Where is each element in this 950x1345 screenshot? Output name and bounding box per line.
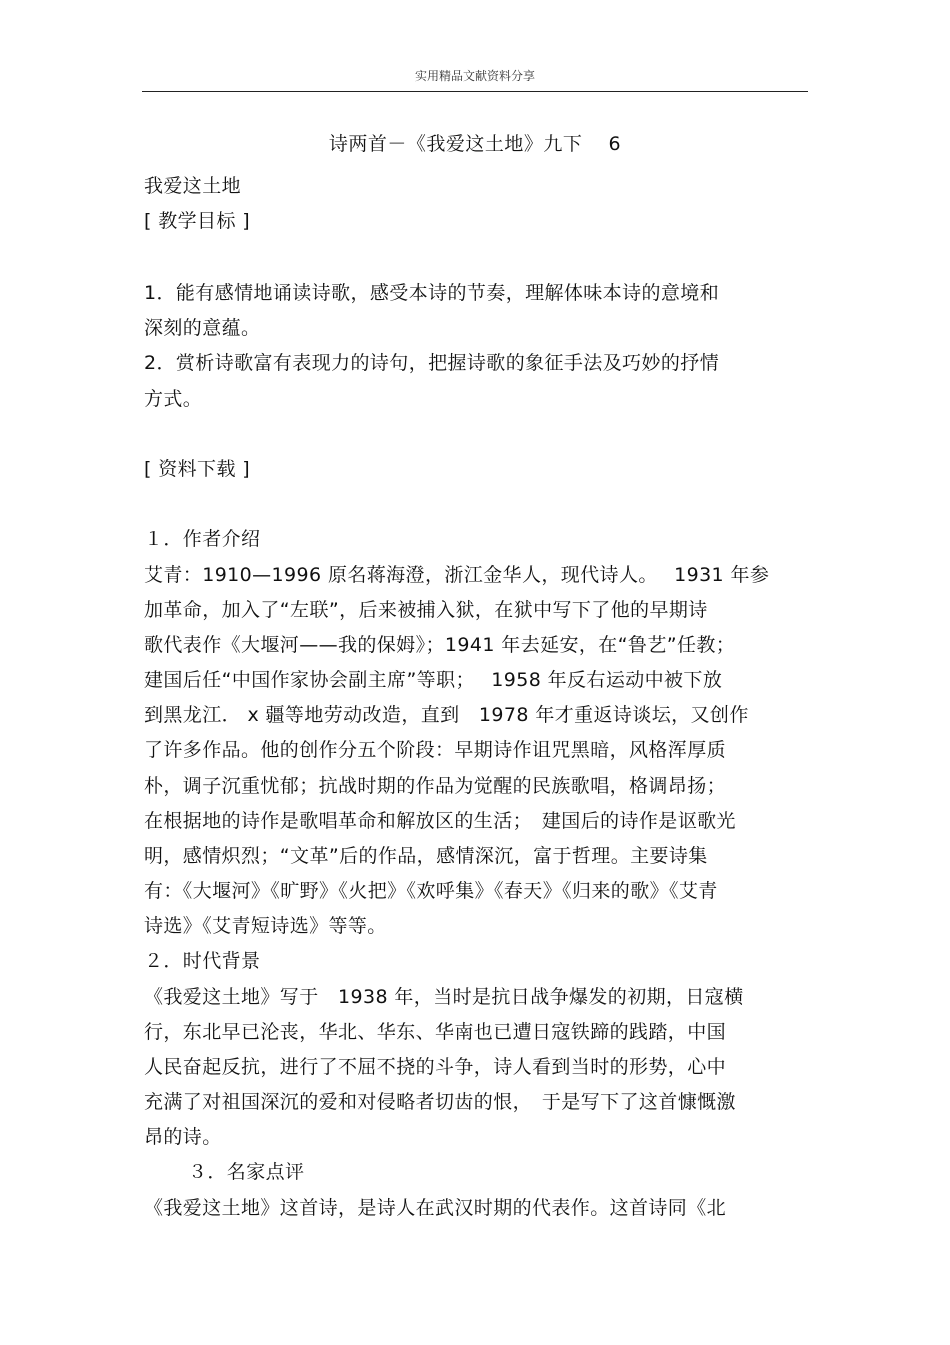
- text-line: 加革命，加入了“左联”，后来被捕入狱，在狱中写下了他的早期诗: [144, 599, 708, 621]
- text-line: 2．赏析诗歌富有表现力的诗句，把握诗歌的象征手法及巧妙的抒情: [144, 352, 720, 374]
- text-line: [ 教学目标 ]: [144, 210, 251, 232]
- document-title: 诗两首－《我爱这土地》九下 6: [328, 133, 622, 155]
- text-line: 朴，调子沉重忧郁；抗战时期的作品为觉醒的民族歌唱，格调昂扬；: [144, 775, 727, 797]
- text-line: ２．时代背景: [144, 950, 261, 972]
- text-line: 歌代表作《大堰河——我的保姆》；1941 年去延安，在“鲁艺”任教；: [144, 634, 736, 656]
- text-line: １．作者介绍: [144, 528, 261, 550]
- text-line: 方式。: [144, 388, 203, 410]
- text-line: 1．能有感情地诵读诗歌，感受本诗的节奏，理解体味本诗的意境和: [144, 282, 720, 304]
- text-line: 人民奋起反抗，进行了不屈不挠的斗争，诗人看到当时的形势，心中: [144, 1056, 727, 1078]
- text-line: ３．名家点评: [188, 1161, 305, 1183]
- text-line: 《我爱这土地》这首诗，是诗人在武汉时期的代表作。这首诗同《北: [144, 1197, 727, 1219]
- text-line: 艾青：1910—1996 原名蒋海澄，浙江金华人，现代诗人。 1931 年参: [144, 564, 770, 586]
- text-line: 到黑龙江． x 疆等地劳动改造，直到 1978 年才重返诗谈坛，又创作: [144, 704, 749, 726]
- text-line: 明，感情炽烈；“文革”后的作品，感情深沉，富于哲理。主要诗集: [144, 845, 708, 867]
- page-header: 实用精品文献资料分享: [414, 69, 535, 83]
- text-line: 我爱这土地: [144, 175, 242, 197]
- text-line: [ 资料下载 ]: [144, 458, 251, 480]
- text-line: 在根据地的诗作是歌唱革命和解放区的生活； 建国后的诗作是讴歌光: [144, 810, 736, 832]
- text-line: 《我爱这土地》写于 1938 年，当时是抗日战争爆发的初期，日寇横: [144, 986, 744, 1008]
- text-line: 了许多作品。他的创作分五个阶段：早期诗作诅咒黑暗，风格浑厚质: [144, 739, 727, 761]
- header-rule: [142, 91, 808, 92]
- text-line: 诗选》《艾青短诗选》等等。: [144, 915, 387, 937]
- text-line: 有：《大堰河》《旷野》《火把》《欢呼集》《春天》《归来的歌》《艾青: [144, 880, 718, 902]
- text-line: 充满了对祖国深沉的爱和对侵略者切齿的恨， 于是写下了这首慷慨激: [144, 1091, 736, 1113]
- text-line: 行，东北早已沦丧，华北、华东、华南也已遭日寇铁蹄的践踏，中国: [144, 1021, 727, 1043]
- text-line: 建国后任“中国作家协会副主席”等职； 1958 年反右运动中被下放: [144, 669, 723, 691]
- text-line: 深刻的意蕴。: [144, 317, 261, 339]
- text-line: 昂的诗。: [144, 1126, 222, 1148]
